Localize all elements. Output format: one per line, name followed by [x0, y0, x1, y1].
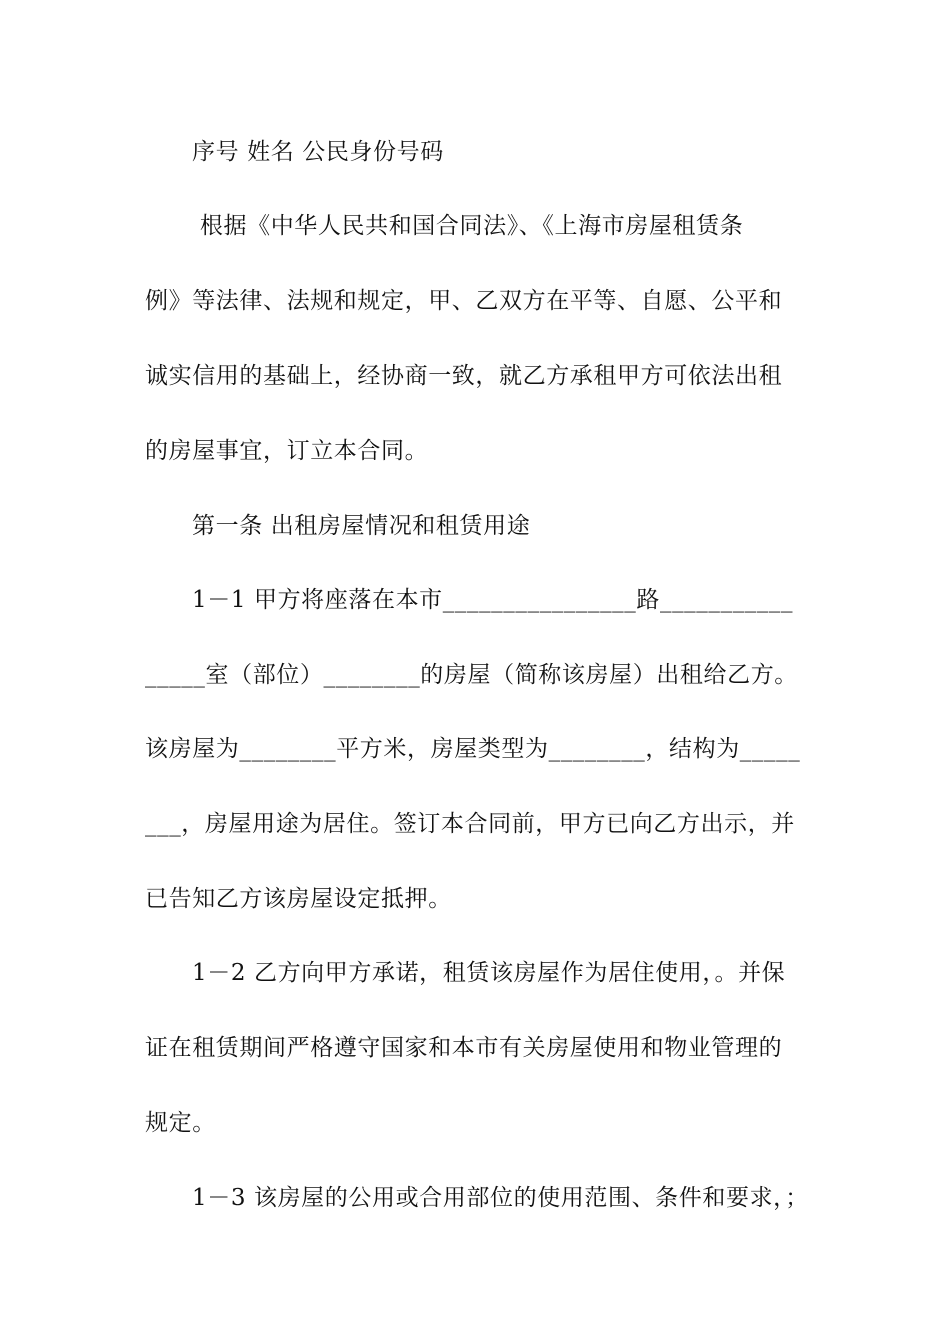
paragraph-line: 例》等法律、法规和规定，甲、乙双方在平等、自愿、公平和: [145, 288, 783, 314]
paragraph-line: 根据《中华人民共和国合同法》、《上海市房屋租赁条: [192, 213, 744, 239]
article-heading: 第一条 出租房屋情况和租赁用途: [192, 513, 531, 539]
clause-line: _____室（部位）________的房屋（简称该房屋）出租给乙方。: [145, 662, 798, 688]
paragraph-line: 诚实信用的基础上，经协商一致，就乙方承租甲方可依法出租: [145, 363, 783, 389]
clause-line: ___，房屋用途为居住。签订本合同前，甲方已向乙方出示，并: [145, 811, 795, 837]
clause-line: 规定。: [145, 1110, 216, 1136]
clause-line: 证在租赁期间严格遵守国家和本市有关房屋使用和物业管理的: [145, 1035, 783, 1061]
clause-line: 已告知乙方该房屋设定抵押。: [145, 886, 452, 912]
clause-line: 1－3 该房屋的公用或合用部位的使用范围、条件和要求，；: [192, 1185, 809, 1211]
paragraph-line: 的房屋事宜，订立本合同。: [145, 438, 429, 464]
table-header-line: 序号 姓名 公民身份号码: [192, 139, 444, 165]
clause-line: 1－1 甲方将座落在本市________________路___________: [192, 587, 794, 613]
clause-line: 该房屋为________平方米，房屋类型为________，结构为_____: [145, 736, 801, 762]
clause-line: 1－2 乙方向甲方承诺，租赁该房屋作为居住使用，。并保: [192, 960, 786, 986]
